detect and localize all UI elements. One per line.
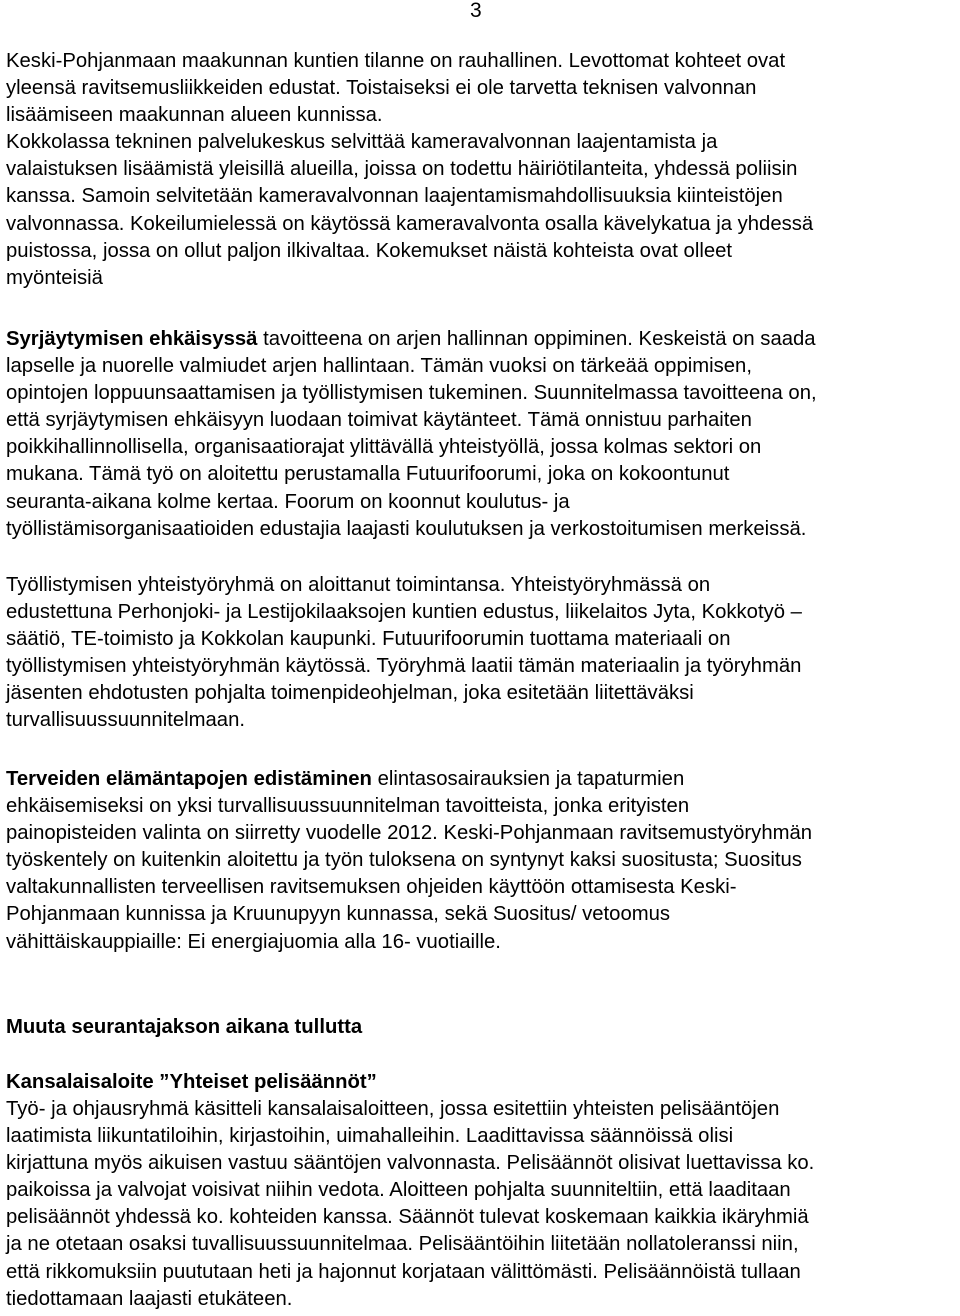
text-line: Työllistymisen yhteistyöryhmä on aloittanut toimintansa. Yhteistyöryhmässä on bbox=[6, 574, 711, 596]
text-line: laatimista liikuntatiloihin, kirjastoihin, uimahalleihin. Laadittavissa säännöissä olisi bbox=[6, 1125, 734, 1148]
text-line: puistossa, jossa on ollut paljon ilkivaltaa. Kokemukset näistä kohteista ovat olleet bbox=[6, 239, 733, 262]
text-line: että syrjäytymisen ehkäisyyn luodaan toimivat käytänteet. Tämä onnistuu parhaiten bbox=[6, 409, 752, 432]
paragraph-healthy-lifestyles bbox=[6, 766, 956, 956]
text-line: ja ne otetaan osaksi tuvallisuussuunnitelmaa. Pelisääntöihin liitetään nollatoleranssi niin, bbox=[6, 1233, 799, 1256]
lead-rest-text: tavoitteena on arjen hallinnan oppiminen. Keskeistä on saada bbox=[257, 328, 816, 350]
text-line: valvonnassa. Kokeilumielessä on käytössä kameravalvonta osalla kävelykatua ja yhdessä bbox=[6, 212, 814, 235]
text-line bbox=[6, 766, 956, 793]
text-line: että rikkomuksiin puututaan heti ja hajonnut korjataan välittömästi. Pelisäännöistä tullaan bbox=[6, 1260, 801, 1283]
paragraph-employment-group bbox=[6, 572, 956, 735]
text-line: myönteisiä bbox=[6, 266, 103, 289]
text-line: valtakunnallisten terveellisen ravitsemuksen ohjeiden käyttöön ottamisesta Keski- bbox=[6, 876, 737, 899]
lead-bold-text: Terveiden elämäntapojen edistäminen bbox=[6, 768, 372, 790]
text-line: Pohjanmaan kunnissa ja Kruunupyyn kunnassa, sekä Suositus/ vetoomus bbox=[6, 903, 671, 926]
text-line: Kokkolassa tekninen palvelukeskus selvittää kameravalvonnan laajentamista ja bbox=[6, 131, 718, 154]
text-line: säätiö, TE-toimisto ja Kokkolan kaupunki. Futuurifoorumin tuottama materiaali on bbox=[6, 628, 731, 651]
paragraph-exclusion-prevention bbox=[6, 326, 956, 543]
text-line: seuranta-aikana kolme kertaa. Foorum on koonnut koulutus- ja bbox=[6, 490, 570, 513]
section-heading: Muuta seurantajakson aikana tullutta bbox=[6, 1016, 363, 1038]
subsection-heading: Kansalaisaloite ”Yhteiset pelisäännöt” bbox=[6, 1071, 377, 1093]
text-line: Keski-Pohjanmaan maakunnan kuntien tilanne on rauhallinen. Levottomat kohteet ovat bbox=[6, 50, 786, 72]
text-line: ehkäisemiseksi on yksi turvallisuussuunnitelman tavoitteista, jonka erityisten bbox=[6, 795, 690, 818]
text-line bbox=[6, 326, 956, 353]
text-line: kirjattuna myös aikuisen vastuu sääntöjen valvonnasta. Pelisäännöt olisivat luettavissa ko. bbox=[6, 1152, 815, 1175]
text-line: mukana. Tämä työ on aloitettu perustamalla Futuurifoorumi, joka on kokoontunut bbox=[6, 463, 730, 486]
text-line: tiedottamaan laajasti etukäteen. bbox=[6, 1287, 293, 1310]
text-line: kanssa. Samoin selvitetään kameravalvonnan laajentamismahdollisuuksia kiinteistöjen bbox=[6, 185, 783, 208]
paragraph-citizens-initiative bbox=[6, 1096, 956, 1313]
lead-bold-text: Syrjäytymisen ehkäisyssä bbox=[6, 328, 258, 350]
text-line: paikoissa ja valvojat voisivat niihin vedota. Aloitteen pohjalta suunniteltiin, että laaditaan bbox=[6, 1179, 791, 1202]
paragraph-camera-surveillance bbox=[6, 48, 956, 292]
lead-rest-text: elintasosairauksien ja tapaturmien bbox=[371, 768, 685, 790]
text-line: poikkihallinnollisella, organisaatiorajat ylittävällä yhteistyöllä, jossa kolmas sektori on bbox=[6, 436, 762, 459]
text-line: työllistymisen yhteistyöryhmän käytössä. Työryhmä laatii tämän materiaalin ja työryhmän bbox=[6, 655, 802, 678]
text-line: vähittäiskauppiaille: Ei energiajuomia alla 16- vuotiaille. bbox=[6, 930, 501, 953]
page-number: 3 bbox=[470, 0, 482, 22]
text-line: lapselle ja nuorelle valmiudet arjen hallintaan. Tämän vuoksi on tärkeää oppimisen, bbox=[6, 355, 752, 378]
text-line: Työ- ja ohjausryhmä käsitteli kansalaisaloitteen, jossa esitettiin yhteisten pelisääntöjen bbox=[6, 1098, 780, 1120]
text-line: yleensä ravitsemusliikkeiden edustat. Toistaiseksi ei ole tarvetta teknisen valvonnan bbox=[6, 77, 757, 100]
text-line: painopisteiden valinta on siirretty vuodelle 2012. Keski-Pohjanmaan ravitsemustyöryhmän bbox=[6, 822, 813, 845]
text-line: pelisäännöt yhdessä ko. kohteiden kanssa. Säännöt tulevat koskemaan kaikkia ikäryhmiä bbox=[6, 1206, 809, 1229]
text-line: jäsenten ehdotusten pohjalta toimenpideohjelman, joka esitetään liitettäväksi bbox=[6, 682, 694, 705]
text-line: opintojen loppuunsaattamisen ja työllistymisen tukeminen. Suunnitelmassa tavoitteena on, bbox=[6, 382, 817, 405]
text-line: edustettuna Perhonjoki- ja Lestijokilaaksojen kuntien edustus, liikelaitos Jyta, Kokkotyö – bbox=[6, 601, 802, 624]
text-line: työskentely on kuitenkin aloitettu ja työn tuloksena on syntynyt kaksi suositusta; Suositus bbox=[6, 849, 802, 872]
text-line: turvallisuussuunnitelmaan. bbox=[6, 709, 245, 732]
text-line: lisäämiseen maakunnan alueen kunnissa. bbox=[6, 104, 383, 127]
text-line: työllistämisorganisaatioiden edustajia laajasti koulutuksen ja verkostoitumisen merkeissä. bbox=[6, 517, 807, 540]
text-line: valaistuksen lisäämistä yleisillä alueilla, joissa on todettu häiriötilanteita, yhdessä poliisin bbox=[6, 158, 798, 181]
